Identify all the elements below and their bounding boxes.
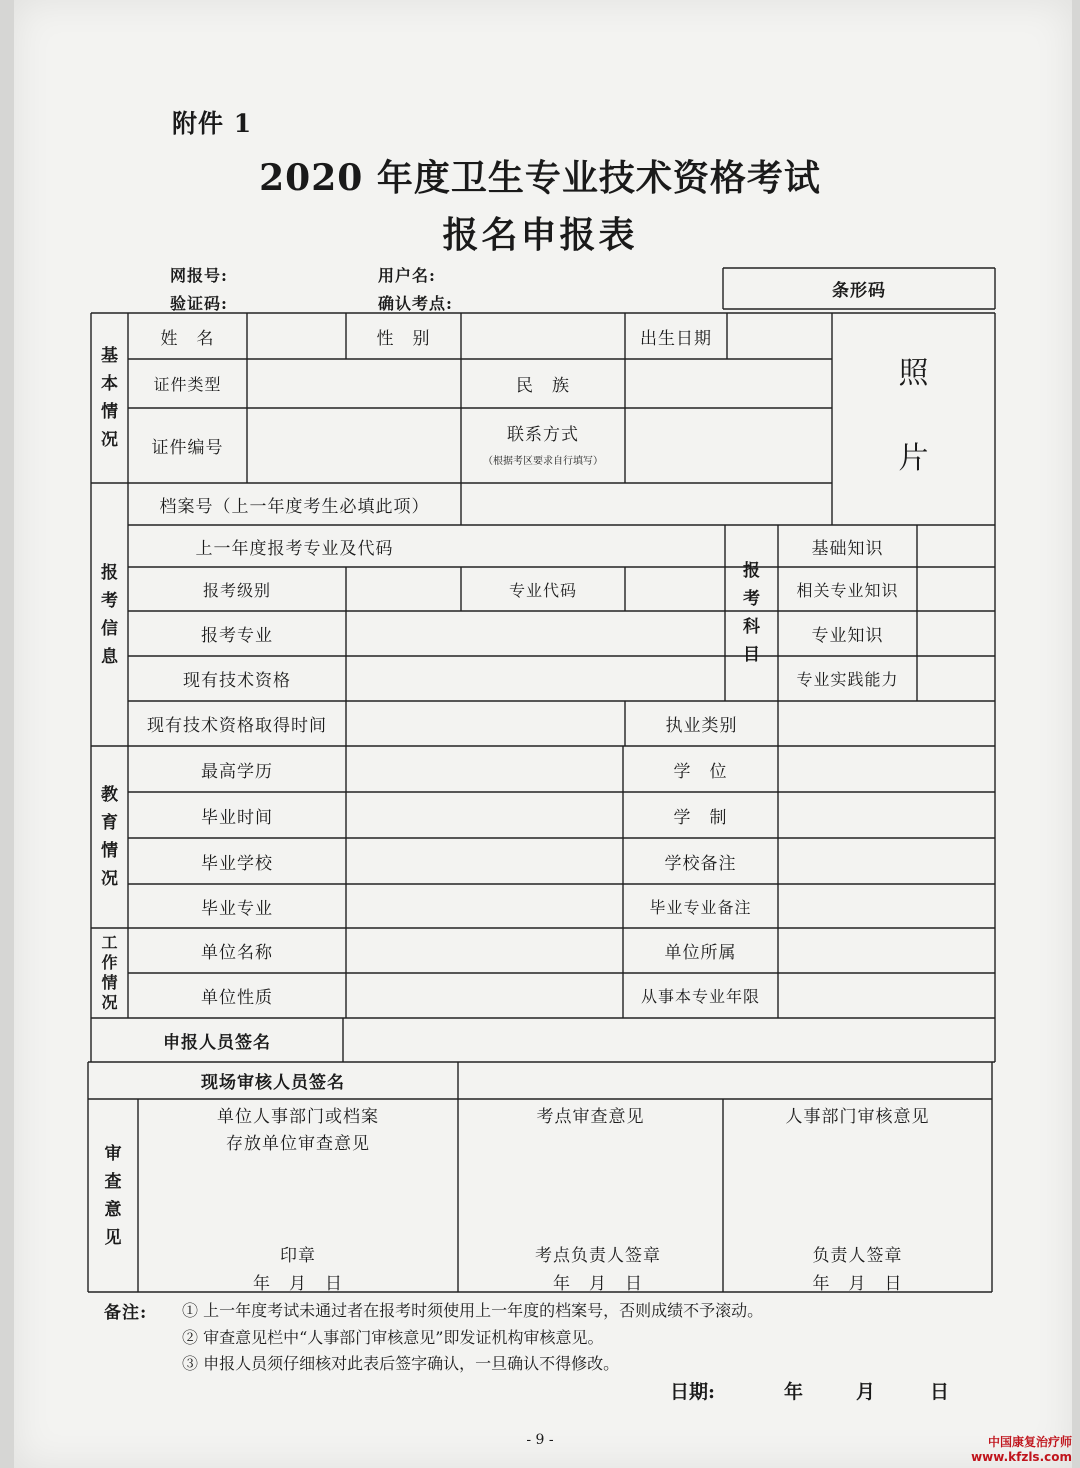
unit-name-label: 单位名称 [201, 943, 273, 963]
applicant-sign-label: 申报人员签名 [163, 1032, 271, 1053]
note-1: ① 上一年度考试未通过者在报考时须使用上一年度的档案号，否则成绩不予滚动。 [182, 1301, 764, 1320]
current-qual-field[interactable] [346, 656, 725, 701]
grad-major-label: 毕业专业 [201, 898, 273, 919]
edu-section-label: 教育情况 [101, 785, 118, 889]
subject-basic-label: 基础知识 [811, 538, 884, 559]
birth-field[interactable] [727, 313, 832, 359]
gender-field[interactable] [461, 313, 625, 359]
last-major-field[interactable] [461, 525, 725, 567]
note-3: ③ 申报人员须仔细核对此表后签字确认，一旦确认不得修改。 [182, 1354, 620, 1373]
unit-name-field[interactable] [346, 928, 623, 973]
level-label: 报考级别 [202, 580, 271, 600]
form-title: 2020 年度卫生专业技术资格考试 [259, 157, 821, 199]
note-2: ② 审查意见栏中“人事部门审核意见”即发证机构审核意见。 [182, 1328, 604, 1347]
name-field[interactable] [247, 313, 346, 359]
unit-belong-label: 单位所属 [664, 943, 737, 963]
file-no-label: 档案号（上一年度考生必填此项） [159, 496, 430, 517]
subjects-section-label: 报考科目 [743, 561, 760, 665]
subjects-section-cell [725, 525, 778, 701]
grad-time-field[interactable] [346, 792, 623, 838]
net-no-label: 网报号: [170, 266, 228, 285]
ethnic-label: 民 族 [516, 376, 570, 396]
applicant-sign-field[interactable] [343, 1018, 995, 1062]
birth-label: 出生日期 [640, 328, 712, 349]
basic-section-label: 基本情况 [101, 346, 118, 450]
notes-label: 备注: [104, 1303, 148, 1323]
work-section-cell [91, 928, 128, 1018]
unit-nature-label: 单位性质 [201, 988, 273, 1008]
highest-edu-field[interactable] [346, 746, 623, 792]
review-site-date: 年 月 日 [553, 1273, 643, 1294]
basic-section-cell [91, 313, 128, 483]
level-field[interactable] [346, 567, 461, 611]
subject-major-label: 专业知识 [811, 626, 884, 646]
review-section-label: 审查意见 [104, 1143, 122, 1248]
confirm-site-label: 确认考点: [378, 294, 453, 313]
subject-basic-field[interactable] [917, 525, 995, 567]
watermark-title: 中国康复治疗师 [987, 1435, 1072, 1449]
review-unit-title-2: 存放单位审查意见 [226, 1133, 370, 1154]
review-unit-seal: 印章 [280, 1245, 316, 1266]
id-type-label: 证件类型 [153, 375, 222, 394]
current-qual-label: 现有技术资格 [183, 671, 291, 691]
exam-section-label: 报考信息 [101, 562, 118, 667]
username-label: 用户名: [378, 266, 436, 285]
school-system-field[interactable] [778, 792, 995, 838]
site-watermark [872, 1435, 1072, 1465]
degree-label: 学 位 [673, 761, 728, 782]
exam-section-cell [91, 483, 128, 746]
grad-major-field[interactable] [346, 884, 623, 928]
qual-time-field[interactable] [346, 701, 625, 746]
major-label: 报考专业 [201, 626, 273, 646]
major-note-label: 毕业专业备注 [649, 897, 752, 917]
photo-label-2: 片 [898, 441, 929, 476]
review-site-sign: 考点负责人签章 [535, 1245, 661, 1266]
school-note-label: 学校备注 [664, 853, 737, 874]
years-field[interactable] [778, 973, 995, 1018]
years-label: 从事本专业年限 [640, 987, 760, 1006]
onsite-sign-field[interactable] [458, 1062, 992, 1099]
subject-related-label: 相关专业知识 [796, 580, 899, 600]
last-major-label: 上一年度报考专业及代码 [195, 538, 394, 559]
subject-related-field[interactable] [917, 567, 995, 611]
review-unit-date: 年 月 日 [253, 1273, 343, 1294]
work-section-label: 工作情况 [101, 933, 118, 1012]
date-day: 日 [930, 1381, 950, 1403]
major-field[interactable] [346, 611, 725, 656]
contact-label: 联系方式 [507, 424, 579, 445]
form-subtitle: 报名申报表 [442, 214, 638, 256]
school-field[interactable] [346, 838, 623, 884]
practice-type-label: 执业类别 [665, 716, 738, 736]
qual-time-label: 现有技术资格取得时间 [147, 716, 327, 736]
major-code-label: 专业代码 [508, 580, 577, 600]
unit-belong-field[interactable] [778, 928, 995, 973]
id-no-label: 证件编号 [151, 438, 224, 458]
name-label: 姓 名 [160, 328, 215, 349]
ethnic-field[interactable] [625, 359, 832, 408]
school-system-label: 学 制 [673, 807, 728, 828]
degree-field[interactable] [778, 746, 995, 792]
gender-label: 性 别 [376, 328, 431, 349]
school-note-field[interactable] [778, 838, 995, 884]
contact-field[interactable] [625, 408, 832, 483]
date-month: 月 [856, 1381, 876, 1403]
date-label: 日期: [670, 1381, 716, 1403]
id-no-field[interactable] [247, 408, 461, 483]
barcode-label: 条形码 [832, 281, 886, 301]
edu-section-cell [91, 746, 128, 928]
review-hr-sign: 负责人签章 [812, 1245, 903, 1266]
review-hr-title: 人事部门审核意见 [785, 1106, 930, 1127]
subject-practice-field[interactable] [917, 656, 995, 701]
review-hr-date: 年 月 日 [812, 1273, 903, 1294]
verify-code-label: 验证码: [170, 294, 228, 313]
school-label: 毕业学校 [201, 853, 273, 874]
major-note-field[interactable] [778, 884, 995, 928]
page-number: - 9 - [526, 1432, 554, 1448]
id-type-field[interactable] [247, 359, 461, 408]
contact-note: （根据考区要求自行填写） [483, 455, 603, 467]
major-code-field[interactable] [625, 567, 725, 611]
subject-major-field[interactable] [917, 611, 995, 656]
file-no-field[interactable] [461, 483, 832, 525]
review-site-title: 考点审查意见 [536, 1106, 645, 1127]
highest-edu-label: 最高学历 [201, 761, 273, 782]
date-year: 年 [784, 1381, 804, 1403]
onsite-sign-label: 现场审核人员签名 [201, 1073, 345, 1093]
grad-time-label: 毕业时间 [201, 807, 273, 828]
photo-label-1: 照 [898, 356, 929, 391]
review-section-cell [88, 1099, 138, 1292]
watermark-url: www.kfzls.com [971, 1450, 1072, 1464]
unit-nature-field[interactable] [346, 973, 623, 1018]
subject-practice-label: 专业实践能力 [796, 670, 899, 689]
attachment-label: 附件 1 [172, 109, 253, 138]
practice-type-field[interactable] [778, 701, 995, 746]
review-unit-title-1: 单位人事部门或档案 [217, 1106, 379, 1127]
